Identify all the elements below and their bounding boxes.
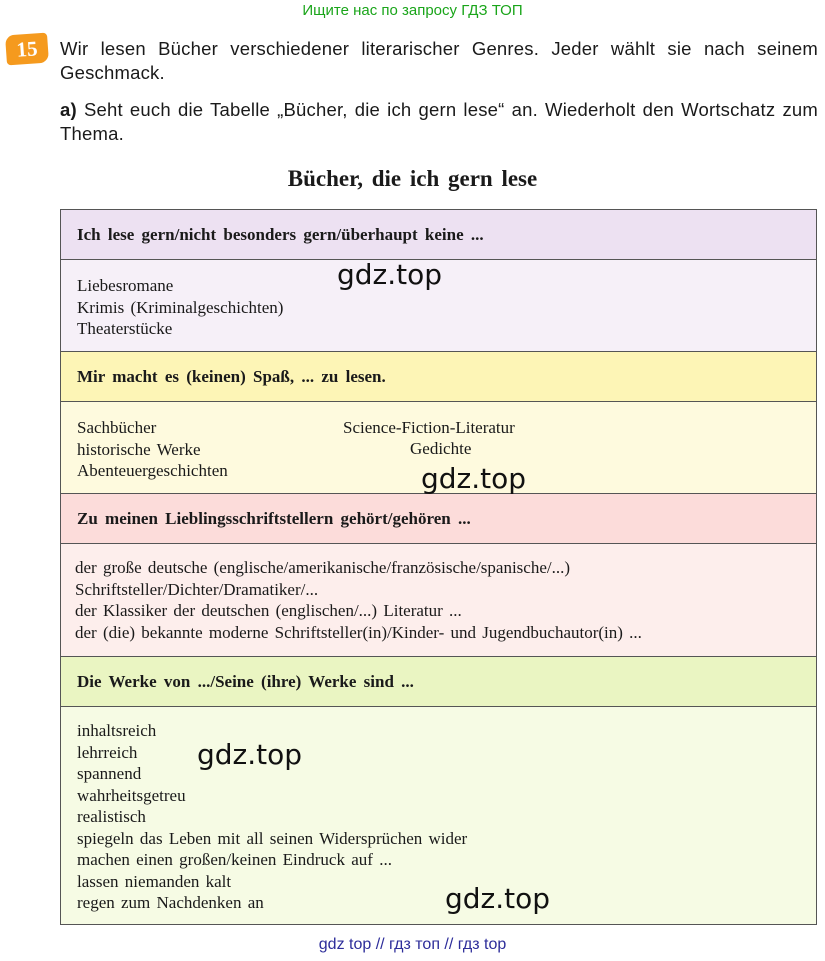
task-a-text	[60, 98, 818, 146]
watermark: gdz.top	[421, 462, 527, 495]
section-1-header-text: Ich lese gern/nicht besonders gern/überhaupt keine ...	[77, 224, 484, 244]
section-4-body	[61, 707, 816, 924]
list-item: Abenteuergeschichten	[77, 461, 228, 480]
vocabulary-table	[60, 209, 817, 925]
list-item: Liebesromane	[77, 276, 174, 295]
list-item: historische Werke	[77, 439, 201, 459]
list-item: lehrreich	[77, 742, 138, 762]
task-a-instruction: Seht euch die Tabelle „Bücher, die ich gern lese“ an. Wiederholt den Wortschatz zum Thema.	[60, 99, 818, 144]
list-item: regen zum Nachdenken an	[77, 893, 264, 912]
list-item: Science-Fiction-Literatur	[343, 418, 515, 437]
section-4-header-text: Die Werke von .../Seine (ihre) Werke sind ...	[77, 671, 414, 691]
list-item: Schriftsteller/Dichter/Dramatiker/...	[75, 579, 319, 599]
list-item: Theaterstücke	[77, 319, 173, 338]
table-title: Bücher, die ich gern lese	[287, 166, 538, 191]
watermark: gdz.top	[337, 258, 443, 291]
list-item: der große deutsche (englische/amerikanische/französische/spanische/...)	[75, 558, 571, 577]
section-3-body	[61, 544, 816, 657]
list-item: Krimis (Kriminalgeschichten)	[77, 297, 284, 317]
list-item: spiegeln das Leben mit all seinen Widersprüchen wider	[77, 828, 468, 848]
list-item: wahrheitsgetreu	[77, 785, 186, 805]
task-a-letter: a)	[60, 99, 77, 120]
section-3-header	[61, 494, 816, 544]
watermark: gdz.top	[197, 738, 303, 771]
list-item: der (die) bekannte moderne Schriftsteller(in)/Kinder- und Jugendbuchautor(in) ...	[75, 622, 642, 642]
task-intro-text: Wir lesen Bücher verschiedener literarischer Genres. Jeder wählt sie nach seinem Geschmack.	[60, 38, 818, 83]
list-item: machen einen großen/keinen Eindruck auf ...	[77, 850, 392, 869]
section-2-header-text: Mir macht es (keinen) Spaß, ... zu lesen.	[77, 366, 386, 386]
list-item: realistisch	[77, 807, 146, 826]
footer-links: gdz top // гдз топ // гдз top	[318, 936, 507, 953]
list-item: der Klassiker der deutschen (englischen/...) Literatur ...	[75, 601, 462, 620]
list-item: Sachbücher	[77, 418, 157, 437]
watermark: gdz.top	[445, 882, 551, 915]
section-3-header-text: Zu meinen Lieblingsschriftstellern gehört/gehören ...	[77, 508, 471, 528]
list-item: spannend	[77, 764, 142, 783]
section-2-header	[61, 352, 816, 402]
section-1-header	[61, 210, 816, 260]
section-4-header	[61, 657, 816, 707]
task-number-badge: 15	[5, 33, 49, 66]
list-item: lassen niemanden kalt	[77, 871, 232, 891]
list-item: Gedichte	[410, 439, 472, 458]
top-banner: Ищите нас по запросу ГДЗ ТОП	[302, 2, 523, 19]
list-item: inhaltsreich	[77, 721, 157, 740]
